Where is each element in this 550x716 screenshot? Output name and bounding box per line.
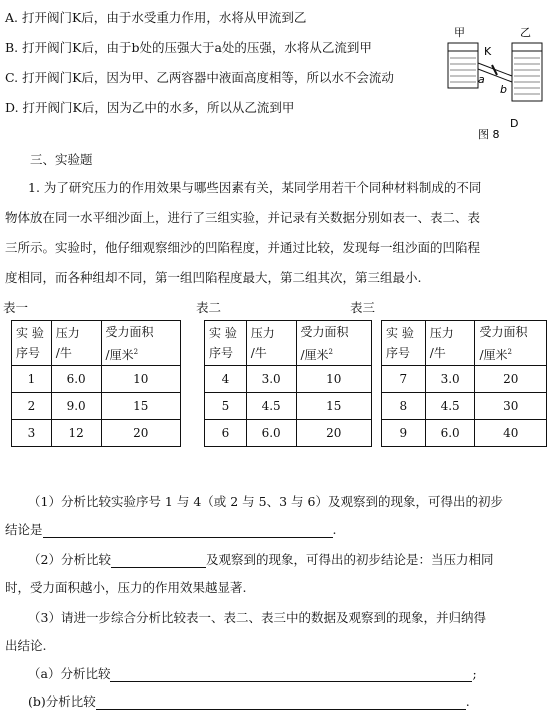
question1-line4: 度相同，而各种组却不同，第一组凹陷程度最大，第二组其次，第三组最小. — [5, 270, 422, 285]
table-row: 3 12 20 — [12, 420, 181, 447]
label-jia: 甲 — [454, 26, 465, 39]
subqa-line: （a）分析比较 ; — [28, 666, 477, 681]
subq2-line1: （2）分析比较 及观察到的现象，可得出的初步结论是：当压力相同 — [28, 552, 494, 567]
option-c: C. 打开阀门K后，因为甲、乙两容器中液面高度相等，所以水不会流动 — [5, 70, 394, 85]
table2-header-index: 实 验 序号 — [205, 321, 247, 366]
subq3-line2: 出结论. — [5, 638, 47, 653]
question1-line1: 1. 为了研究压力的作用效果与哪些因素有关，某同学用若干个同种材料制成的不同 — [28, 180, 482, 195]
table-row: 1 6.0 10 — [12, 366, 181, 393]
table-row: 6 6.0 20 — [205, 420, 372, 447]
table-row: 5 4.5 15 — [205, 393, 372, 420]
subqb-line: (b)分析比较 . — [28, 694, 470, 709]
label-d: D — [510, 117, 519, 130]
table1-header-area: 受力面积 /厘米$^2$ — [101, 321, 180, 366]
table2-header-area: 受力面积 /厘米$^2$ — [296, 321, 372, 366]
table3-header-force: 压力 /牛 — [425, 321, 475, 366]
table2-header-force: 压力 /牛 — [246, 321, 296, 366]
label-yi: 乙 — [520, 26, 531, 39]
question1-line3: 三所示。实验时，他仔细观察细沙的凹陷程度，并通过比较，发现每一组沙面的凹陷程 — [5, 240, 481, 255]
option-d: D. 打开阀门K后，因为乙中的水多，所以从乙流到甲 — [5, 100, 295, 115]
subq1-line1: （1）分析比较实验序号 1 与 4（或 2 与 5、3 与 6）及观察到的现象，可得出的初步 — [28, 494, 503, 509]
table3 — [381, 320, 547, 447]
table-row: 9 6.0 40 — [382, 420, 547, 447]
table1-header-force: 压力 /牛 — [51, 321, 101, 366]
table-row: 4 3.0 10 — [205, 366, 372, 393]
answer-blank-a[interactable] — [110, 667, 472, 682]
connected-containers-diagram — [440, 18, 548, 144]
answer-blank-1[interactable] — [43, 523, 333, 538]
table3-header-index: 实 验 序号 — [382, 321, 426, 366]
subq2-line2: 时，受力面积越小，压力的作用效果越显著. — [5, 580, 247, 595]
table3-header-area: 受力面积 /厘米$^2$ — [475, 321, 547, 366]
table3-title: 表三 — [350, 300, 376, 315]
option-b: B. 打开阀门K后，由于b处的压强大于a处的压强，水将从乙流到甲 — [5, 40, 372, 55]
answer-blank-2[interactable] — [111, 553, 206, 568]
option-a: A. 打开阀门K后，由于水受重力作用，水将从甲流到乙 — [5, 10, 307, 25]
table1-header-index: 实 验 序号 — [12, 321, 52, 366]
table2-title: 表二 — [196, 300, 222, 315]
question1-line2: 物体放在同一水平细沙面上，进行了三组实验，并记录有关数据分别如表一、表二、表 — [5, 210, 481, 225]
table-row: 2 9.0 15 — [12, 393, 181, 420]
table2 — [204, 320, 372, 447]
subq1-line2: 结论是 . — [5, 522, 337, 537]
label-k: K — [484, 45, 492, 58]
section-title: 三、实验题 — [30, 152, 93, 167]
table-row: 7 3.0 20 — [382, 366, 547, 393]
figure-8 — [440, 18, 548, 144]
answer-blank-b[interactable] — [96, 695, 466, 710]
label-a: a — [478, 73, 485, 86]
table-row: 8 4.5 30 — [382, 393, 547, 420]
label-b: b — [500, 83, 507, 96]
subq3-line1: （3）请进一步综合分析比较表一、表二、表三中的数据及观察到的现象，并归纳得 — [28, 610, 486, 625]
table1 — [11, 320, 181, 447]
table1-title: 表一 — [3, 300, 29, 315]
figure-caption: 图 8 — [478, 128, 500, 141]
